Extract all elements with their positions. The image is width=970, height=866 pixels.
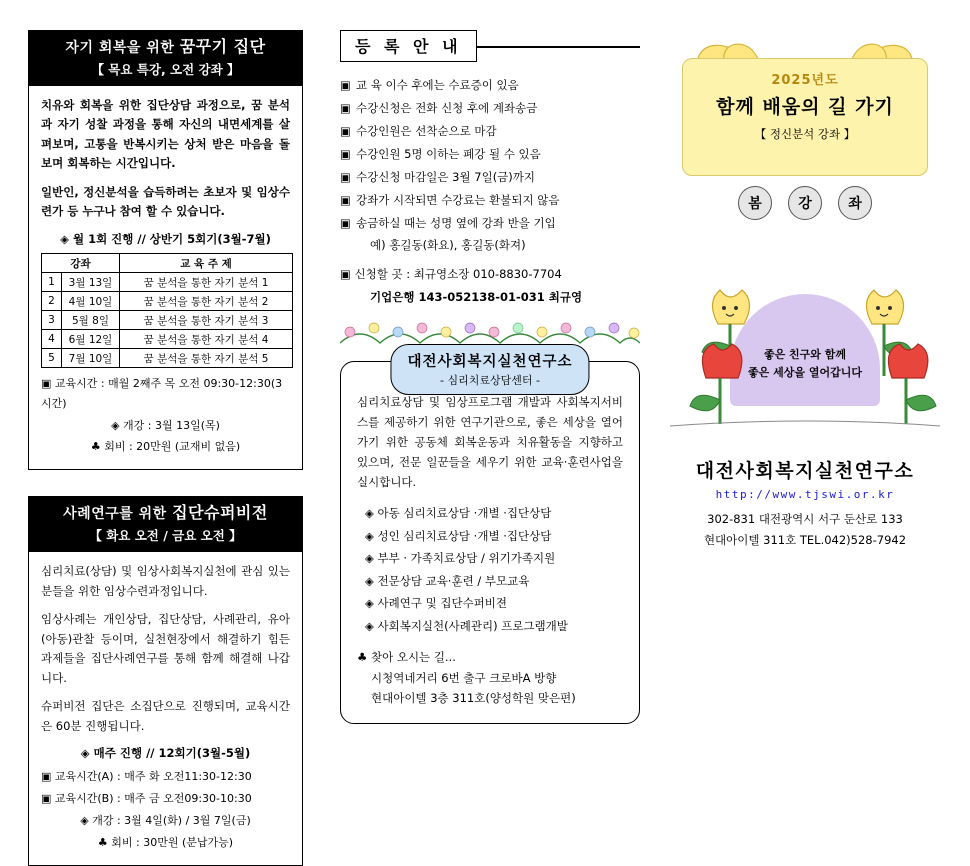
- dome-caption-line-2: 좋은 세상을 열어갑니다: [748, 365, 862, 379]
- poster-subtitle: 【 정신분석 강좌 】: [754, 127, 856, 141]
- cell-date: 6월 12일: [62, 330, 120, 349]
- left-column: [28, 30, 303, 866]
- square-bullet-icon: ▣: [340, 170, 351, 184]
- flower-divider-icon: [340, 319, 640, 345]
- cell-topic: 꿈 분석을 통한 자기 분석 3: [120, 311, 293, 330]
- table-row: [42, 349, 293, 368]
- list-item-label: 강좌가 시작되면 수강료는 환불되지 않음: [356, 193, 560, 207]
- right-column: [660, 30, 950, 552]
- registration-bank-account: 기업은행 143-052138-01-031 최규영: [370, 289, 583, 304]
- illustration-area: [660, 250, 950, 450]
- square-bullet-icon: ▣: [340, 124, 351, 138]
- list-item: [340, 120, 640, 143]
- list-item: [340, 166, 640, 189]
- poster-headline: 함께 배움의 길 가기: [716, 96, 894, 118]
- footer-website-link[interactable]: http://www.tjswi.or.kr: [715, 488, 895, 501]
- cell-date: 4월 10일: [62, 292, 120, 311]
- square-bullet-icon: ▣: [340, 193, 351, 207]
- program2-title-main: 집단슈퍼비전: [172, 503, 268, 523]
- list-item: [340, 212, 640, 235]
- section-spacer: [28, 470, 303, 496]
- program1-time: ▣ 교육시간 : 매월 2째주 목 오전 09:30-12:30(3시간): [41, 377, 283, 410]
- program2-title-bar: [28, 496, 303, 552]
- cell-index: 5: [42, 349, 62, 368]
- square-bullet-icon: ▣: [340, 216, 351, 230]
- footer-address-line-2: 현대아이텔 311호 TEL.042)528-7942: [703, 533, 907, 548]
- program2-schedule: ◈ 매주 진행 // 12회기(3월-5월): [80, 746, 251, 761]
- directions-line-2: 현대아이텔 3층 311호(양성학원 맞은편): [371, 691, 576, 706]
- program1-title-line2: 【 목요 특강, 오전 강좌 】: [91, 62, 240, 77]
- cell-topic: 꿈 분석을 통한 자기 분석 5: [120, 349, 293, 368]
- directions-line-1: 시청역네거리 6번 출구 크로바A 방향: [371, 670, 557, 685]
- service-item: ◈ 사회복지실천(사례관리) 프로그램개발: [365, 618, 568, 633]
- registration-contact: ▣ 신청할 곳 : 최규영소장 010-8830-7704: [340, 266, 562, 281]
- service-item: ◈ 사례연구 및 집단수퍼비젼: [365, 596, 508, 611]
- program2-paragraph-3: 슈퍼비전 집단은 소집단으로 진행되며, 교육시간은 60분 진행됩니다.: [41, 699, 290, 733]
- cell-date: 3월 13일: [62, 273, 120, 292]
- program2-open-date: ◈ 개강 : 3월 4일(화) / 3월 7일(금): [80, 813, 251, 827]
- program2-time-b: ▣ 교육시간(B) : 매주 금 오전09:30-10:30: [41, 792, 252, 806]
- program2-fee: ♣ 회비 : 30만원 (분납가능): [97, 835, 234, 849]
- program2-body: [28, 552, 303, 866]
- list-item-label: 수강신청은 전화 신청 후에 계좌송금: [356, 101, 538, 115]
- middle-column: [340, 30, 640, 724]
- table-row: [42, 330, 293, 349]
- service-item: ◈ 부부 · 가족치료상담 / 위기가족지원: [365, 551, 556, 566]
- list-item: [340, 143, 640, 166]
- program1-title-prefix: 자기 회복을 위한: [65, 40, 180, 56]
- badge-seat: 좌: [838, 186, 872, 220]
- cell-index: 4: [42, 330, 62, 349]
- directions-title: ♣ 찾아 오시는 길...: [357, 650, 456, 664]
- flower-divider: [340, 319, 640, 345]
- badge-lecture: 강: [788, 186, 822, 220]
- square-bullet-icon: ▣: [340, 101, 351, 115]
- program1-section: [28, 30, 303, 470]
- tulip-characters-icon: [660, 250, 950, 450]
- registration-header: [340, 30, 640, 64]
- list-item-label: 수강인원은 선착순으로 마감: [356, 124, 497, 138]
- list-item: [340, 189, 640, 212]
- program1-schedule: ◈ 월 1회 진행 // 상반기 5회기(3월-7월): [60, 232, 271, 247]
- cell-topic: 꿈 분석을 통한 자기 분석 2: [120, 292, 293, 311]
- cell-topic: 꿈 분석을 통한 자기 분석 4: [120, 330, 293, 349]
- poster-year: 2025년도: [771, 73, 839, 88]
- program1-fee: ♣ 회비 : 20만원 (교재비 없음): [90, 440, 241, 454]
- program1-title-main: 꿈꾸기 집단: [179, 37, 266, 56]
- footer-address-line-1: 302-831 대전광역시 서구 둔산로 133: [707, 512, 903, 526]
- table-row: [42, 311, 293, 330]
- institute-intro: 심리치료상담 및 임상프로그램 개발과 사회복지서비스를 제공하기 위한 연구기관으로, 좋은 세상을 열어가기 위한 공동체 회복운동과 치유활동을 지향하고 있으며, 전문 일꾼들을 세우기 위한 교육·훈련사업을 실시합니다.: [357, 394, 623, 490]
- list-item-label: 교 육 이수 후에는 수료증이 있음: [356, 78, 519, 92]
- registration-title: 등 록 안 내: [340, 30, 477, 62]
- service-item: ◈ 전문상담 교육·훈련 / 부모교육: [365, 573, 530, 588]
- program2-section: [28, 496, 303, 865]
- cell-date: 7월 10일: [62, 349, 120, 368]
- season-badges: [660, 186, 950, 220]
- institute-subtitle: - 심리치료상담센터 -: [440, 373, 540, 387]
- cell-index: 2: [42, 292, 62, 311]
- program1-title-line1: [32, 35, 299, 59]
- footer-address: [660, 509, 950, 552]
- poster-banner: [660, 30, 950, 212]
- program1-body: [28, 86, 303, 470]
- program1-paragraph-2: 일반인, 정신분석을 습득하려는 초보자 및 임상수련가 등 누구나 참여 할 수 있습니다.: [41, 184, 290, 219]
- footer-org-name: 대전사회복지실천연구소: [695, 460, 915, 482]
- list-item: [340, 74, 640, 97]
- column-header-topic: 교 육 주 제: [120, 254, 293, 273]
- institute-box: [340, 353, 640, 724]
- institute-badge: [390, 344, 589, 395]
- registration-list: [340, 74, 640, 235]
- list-item: [340, 97, 640, 120]
- program1-curriculum-table: [41, 253, 293, 368]
- poster-inner-panel: [682, 58, 928, 176]
- program2-time-a: ▣ 교육시간(A) : 매주 화 오전11:30-12:30: [41, 770, 252, 784]
- program1-open-date: ◈ 개강 : 3월 13일(목): [111, 418, 220, 432]
- directions-block: [357, 647, 623, 709]
- cell-index: 1: [42, 273, 62, 292]
- square-bullet-icon: ▣: [340, 147, 351, 161]
- column-header-course: 강좌: [42, 254, 120, 273]
- institute-name: 대전사회복지실천연구소: [407, 353, 573, 370]
- table-header-row: [42, 254, 293, 273]
- service-item: ◈ 아동 심리치료상담 ·개별 ·집단상담: [365, 506, 552, 521]
- program2-title-prefix: 사례연구를 위한: [63, 506, 173, 523]
- service-item: ◈ 성인 심리치료상담 ·개별 ·집단상담: [365, 528, 552, 543]
- header-rule: [460, 46, 640, 48]
- footer-block: [660, 456, 950, 552]
- table-row: [42, 292, 293, 311]
- list-item-label: 송금하실 때는 성명 옆에 강좌 반을 기입: [356, 216, 556, 230]
- list-item-label: 수강인원 5명 이하는 폐강 될 수 있음: [356, 147, 541, 161]
- program1-paragraph-1: 치유와 회복을 위한 집단상담 과정으로, 꿈 분석과 자기 성찰 과정을 통해 자신의 내면세계를 살펴보며, 고통을 반복시키는 상처 받은 마음을 돌보며 회복하는 시간입니다.: [41, 97, 290, 171]
- table-row: [42, 273, 293, 292]
- program2-title-line2: 【 화요 오전 / 금요 오전 】: [89, 528, 242, 544]
- dome-caption-line-1: 좋은 친구와 함께: [763, 348, 847, 361]
- badge-spring: 봄: [738, 186, 772, 220]
- program2-paragraph-1: 심리치료(상담) 및 임상사회복지실천에 관심 있는 분들을 위한 임상수련과정입니다.: [41, 563, 290, 598]
- registration-example: 예) 홍길동(화요), 홍길동(화져): [370, 238, 526, 252]
- cell-index: 3: [42, 311, 62, 330]
- program2-title-line1: [32, 501, 299, 525]
- cell-date: 5월 8일: [62, 311, 120, 330]
- list-item-label: 수강신청 마감일은 3월 7일(금)까지: [356, 170, 535, 184]
- square-bullet-icon: ▣: [340, 78, 351, 92]
- program2-paragraph-2: 임상사례는 개인상담, 집단상담, 사례관리, 유아(아동)관찰 등이며, 실천현장에서 해결하기 힘든 과제들을 집단사례연구를 통해 함께 해결해 나갑니다.: [41, 612, 290, 685]
- cell-topic: 꿈 분석을 통한 자기 분석 1: [120, 273, 293, 292]
- program1-title-bar: [28, 30, 303, 86]
